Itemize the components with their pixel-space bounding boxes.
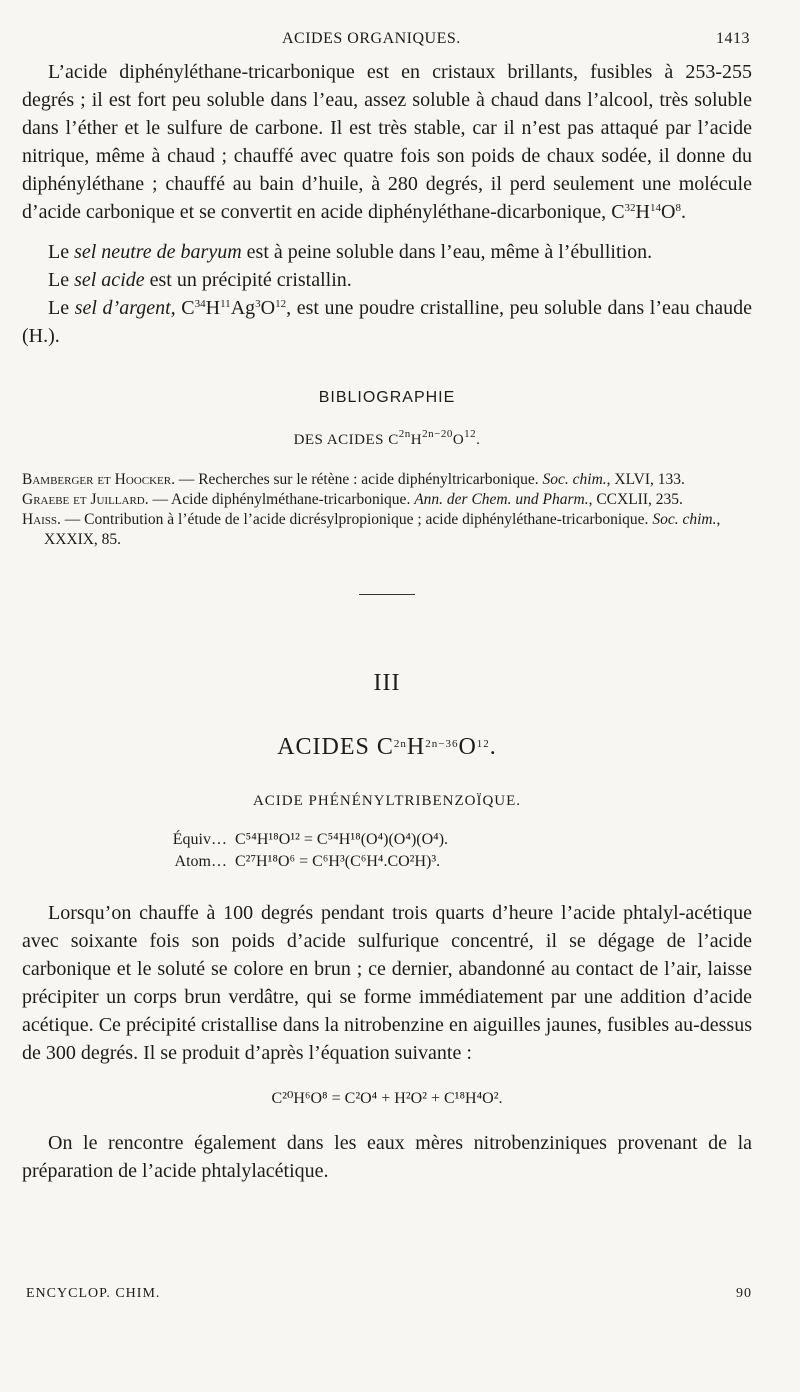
bibliography-heading: BIBLIOGRAPHIE bbox=[318, 389, 456, 406]
formula-value: C²⁷H¹⁸O⁶ = C⁶H³(C⁶H⁴.CO²H)³. bbox=[235, 853, 441, 870]
formula-label: Équiv… bbox=[172, 831, 227, 848]
page-body bbox=[22, 58, 752, 1185]
acid-name-heading: ACIDE PHÉNÉNYLTRIBENZOÏQUE. bbox=[252, 793, 522, 809]
paragraph-occurrence: On le rencontre également dans les eaux mères nitrobenziniques provenant de la préparation de l’acide phtalylacétique. bbox=[22, 1132, 752, 1182]
section-number: III bbox=[373, 670, 401, 696]
header-title: ACIDES ORGANIQUES. bbox=[282, 30, 461, 47]
paragraph-acid-salt: Le sel acide est un précipité cristallin. bbox=[48, 269, 352, 291]
formula-value: C⁵⁴H¹⁸O¹² = C⁵⁴H¹⁸(O⁴)(O⁴)(O⁴). bbox=[235, 831, 449, 848]
bibliography-list bbox=[22, 470, 752, 550]
footer-sheet-number: 90 bbox=[736, 1286, 752, 1301]
reaction-equation: C²⁰H⁶O⁸ = C²O⁴ + H²O² + C¹⁸H⁴O². bbox=[271, 1090, 503, 1107]
footer-signature: ENCYCLOP. CHIM. bbox=[26, 1286, 161, 1301]
paragraph-properties: L’acide diphényléthane-tricarbonique est en cristaux brillants, fusibles à 253-255 degrés ; il est fort peu soluble dans l’eau, assez soluble à chaud dans l’alcool, très soluble dans l’éther et le sulfure de carbone. Il est très stable, car il n’est pas attaqué par l’acide nitrique, même à chaud ; chauffé avec quatre fois son poids de chaux sodée, il donne du diphényléthane ; chauffé au bain d’huile, à 280 degrés, il perd seulement une molécule d’acide carbonique et se convertit en acide diphényléthane-dicarbonique, $C^{32}H^{14}O^8$. bbox=[22, 61, 752, 223]
section-divider bbox=[359, 594, 415, 595]
page-footer bbox=[26, 1286, 752, 1308]
formula-row bbox=[127, 829, 647, 851]
paragraph-silver-salt: Le sel d’argent, $C^{34}H^{11}Ag^3O^{12}$, est une poudre cristalline, peu soluble dans l’eau chaude (H.). bbox=[22, 297, 753, 347]
page-number: 1413 bbox=[716, 30, 750, 47]
paragraph-preparation: Lorsqu’on chauffe à 100 degrés pendant trois quarts d’heure l’acide phtalyl-acétique avec soixante fois son poids d’acide sulfurique concentré, il se dégage de l’acide carbonique et le soluté se colore en brun ; ce dernier, abandonné au contact de l’air, laisse précipiter un corps brun verdâtre, qui se forme immédiatement par une addition d’acide acétique. Ce précipité cristallise dans la nitrobenzine en aiguilles jaunes, fusibles au-dessus de 300 degrés. Il se produit d’après l’équation suivante : bbox=[22, 902, 752, 1064]
formula: $C^{32}H^{14}O^8$. bbox=[611, 201, 686, 223]
bibliography-subheading: DES ACIDES $C^{2n}H^{2n-20}O^{12}$. bbox=[293, 428, 481, 448]
section-title: ACIDES $C^{2n}H^{2n-36}O^{12}$. bbox=[277, 734, 497, 760]
paragraph-barium-salt: Le sel neutre de baryum est à peine soluble dans l’eau, même à l’ébullition. bbox=[48, 241, 653, 263]
formula-table bbox=[127, 829, 647, 873]
formula-row bbox=[127, 851, 647, 873]
running-header bbox=[20, 30, 750, 54]
formula: $C^{34}H^{11}Ag^3O^{12}$ bbox=[175, 297, 287, 319]
formula-label: Atom… bbox=[174, 853, 227, 870]
bibliography-entry: Haiss. — Contribution à l’étude de l’acide dicrésylpropionique ; acide diphényléthane-tricarbonique. Soc. chim., XXXIX, 85. bbox=[22, 511, 721, 548]
bibliography-entry: Graebe et Juillard. — Acide diphénylméthane-tricarbonique. Ann. der Chem. und Pharm., CCXLII, 235. bbox=[22, 491, 683, 508]
bibliography-entry: Bamberger et Hoocker. — Recherches sur le rétène : acide diphényltricarbonique. Soc. chim., XLVI, 133. bbox=[22, 471, 685, 488]
